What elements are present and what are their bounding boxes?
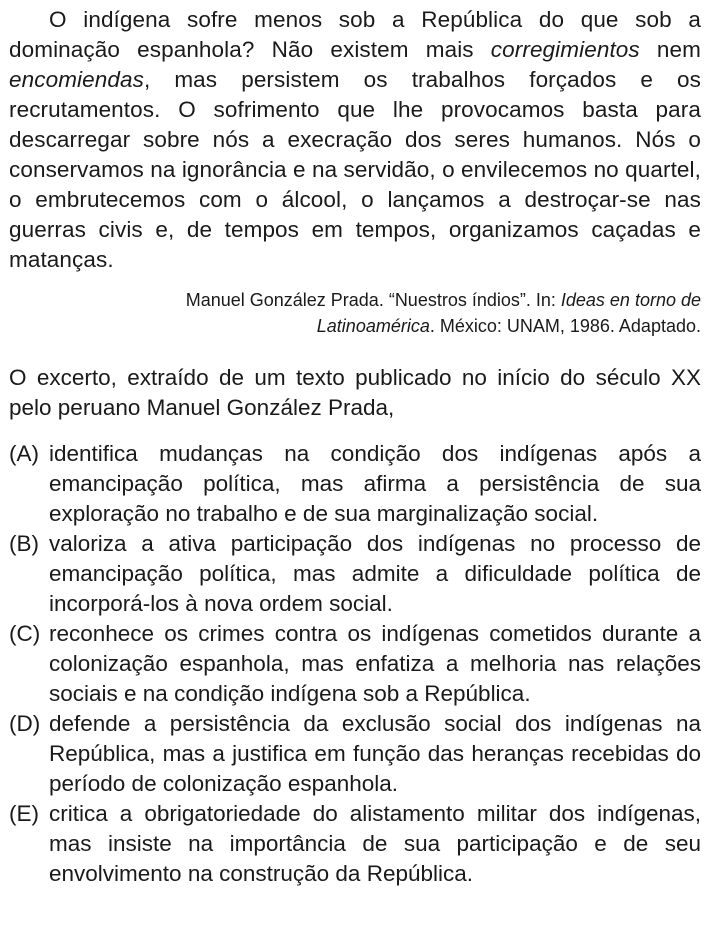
option-c[interactable] xyxy=(9,619,701,709)
option-text: defende a persistência da exclusão social dos indígenas na República, mas a justifica em função das heranças recebidas do período de colonização espanhola. xyxy=(49,711,701,796)
option-letter: (B) xyxy=(9,531,39,556)
question-stem: O excerto, extraído de um texto publicado no início do século XX pelo peruano Manuel González Prada, xyxy=(9,365,701,420)
passage-term-corregimientos: corregimientos xyxy=(490,37,640,62)
passage-term-encomiendas: encomiendas xyxy=(9,67,144,92)
option-letter: (D) xyxy=(9,711,41,736)
option-letter: (C) xyxy=(9,621,41,646)
option-letter: (E) xyxy=(9,801,39,826)
option-text: valoriza a ativa participação dos indígenas no processo de emancipação política, mas admite a dificuldade política de incorporá-los à nova ordem social. xyxy=(49,531,701,616)
option-d[interactable] xyxy=(9,709,701,799)
option-letter: (A) xyxy=(9,441,39,466)
citation-author: Manuel González Prada. “Nuestros índios”. In: xyxy=(185,290,561,310)
passage-text-2: nem xyxy=(639,37,701,62)
option-a[interactable] xyxy=(9,439,701,529)
option-text: reconhece os crimes contra os indígenas cometidos durante a colonização espanhola, mas enfatiza a melhoria nas relações sociais e na condição indígena sob a República. xyxy=(49,621,701,706)
passage-text-1: O indígena sofre menos sob a República do que sob a dominação espanhola? Não existem mais xyxy=(9,7,701,62)
option-e[interactable] xyxy=(9,799,701,889)
quoted-passage xyxy=(9,5,701,275)
answer-options xyxy=(9,439,701,889)
option-text: critica a obrigatoriedade do alistamento militar dos indígenas, mas insiste na importância de sua participação e de seu envolvimento na construção da República. xyxy=(49,801,701,886)
citation-publisher: . México: UNAM, 1986. Adaptado. xyxy=(429,316,701,336)
option-b[interactable] xyxy=(9,529,701,619)
option-text: identifica mudanças na condição dos indígenas após a emancipação política, mas afirma a persistência de sua exploração no trabalho e de sua marginalização social. xyxy=(49,441,701,526)
passage-text-3: , mas persistem os trabalhos forçados e os recrutamentos. O sofrimento que lhe provocamos basta para descarregar sobre nós a execração dos seres humanos. Nós o conservamos na ignorância e na servidão, o envilecemos no quartel, o embrutecemos com o álcool, o lançamos a destroçar-se nas guerras civis e, de tempos em tempos, organizamos caçadas e matanças. xyxy=(9,67,701,272)
citation-book-title: Ideas en torno de Latinoamérica xyxy=(316,290,701,336)
source-citation xyxy=(9,287,701,339)
exam-page xyxy=(9,5,701,889)
